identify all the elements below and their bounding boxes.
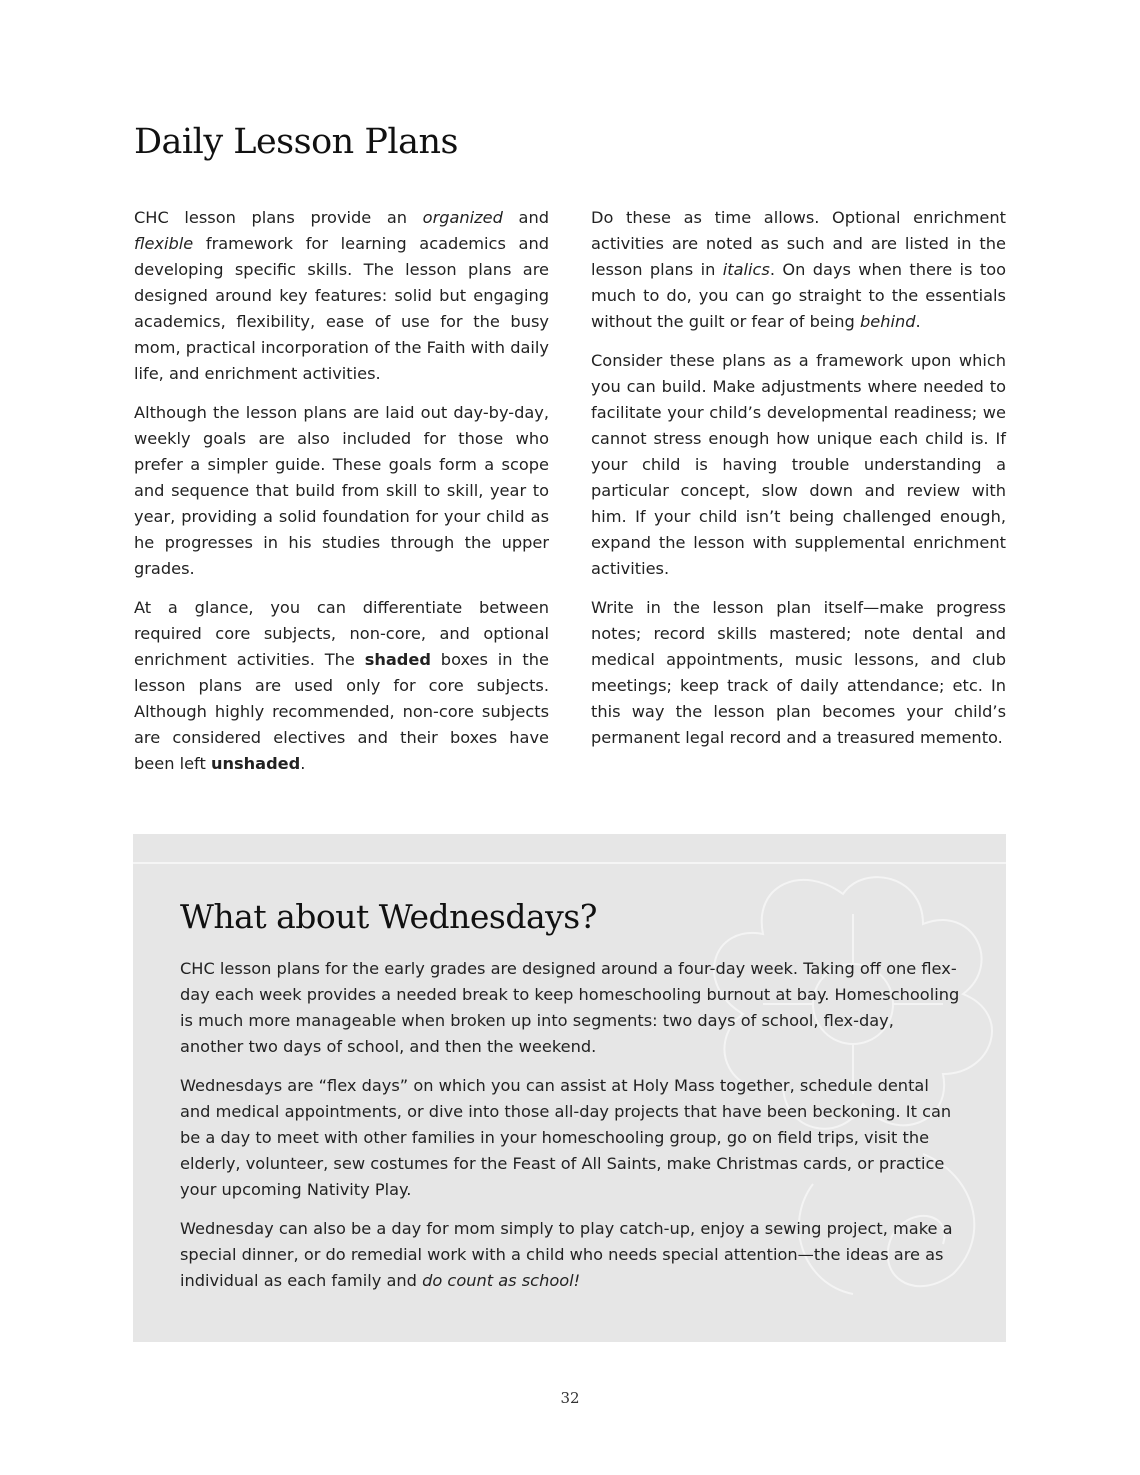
wednesdays-sidebar (133, 834, 1006, 1342)
paragraph: CHC lesson plans for the early grades are designed around a four-day week. Taking off one flex-day each week provides a needed break to keep homeschooling burnout at bay. Homeschooling is much more manageable when broken up into segments: two days of school, flex-day, another two days of school, and then the weekend. (180, 959, 960, 1056)
emphasis: do count as school! (422, 1271, 581, 1290)
paragraph: Although the lesson plans are laid out day-by-day, weekly goals are also included for those who prefer a simpler guide. These goals form a scope and sequence that build from skill to skill, year to year, providing a solid foundation for your child as he progresses in his studies through the upper grades. (134, 403, 549, 578)
emphasis: flexible (134, 234, 194, 253)
right-column (591, 205, 1006, 764)
bold-text: shaded (364, 650, 431, 669)
sidebar-title: What about Wednesdays? (180, 897, 597, 936)
emphasis: italics (722, 260, 770, 279)
paragraph: Wednesdays are “flex days” on which you can assist at Holy Mass together, schedule dental and medical appointments, or dive into those all-day projects that have been beckoning. It can be a day to meet with other families in your homeschooling group, go on field trips, visit the elderly, volunteer, sew costumes for the Feast of All Saints, make Christmas cards, or practice your upcoming Nativity Play. (180, 1076, 952, 1199)
emphasis: organized (422, 208, 503, 227)
page-title: Daily Lesson Plans (134, 122, 458, 162)
paragraph: Do these as time allows. Optional enrichment activities are noted as such and are listed in the lesson plans in italics. On days when there is too much to do, you can go straight to the essentials without the guilt or fear of being behind. (591, 208, 1006, 331)
paragraph: Wednesday can also be a day for mom simply to play catch-up, enjoy a sewing project, make a special dinner, or do remedial work with a child who needs special attention—the ideas are as individual as each family and do count as school! (180, 1219, 953, 1290)
page-number: 32 (560, 1389, 580, 1407)
bold-text: unshaded (210, 754, 301, 773)
left-column (134, 205, 549, 790)
paragraph: At a glance, you can differentiate between required core subjects, non-core, and optional enrichment activities. The shaded boxes in the lesson plans are used only for core subjects. Although highly recommended, non-core subjects are considered electives and their boxes have been left unshaded. (134, 598, 549, 773)
paragraph: Write in the lesson plan itself—make progress notes; record skills mastered; note dental and medical appointments, music lessons, and club meetings; keep track of daily attendance; etc. In this way the lesson plan becomes your child’s permanent legal record and a treasured memento. (591, 598, 1006, 747)
emphasis: behind (859, 312, 916, 331)
sidebar-body (180, 956, 960, 1307)
paragraph: Consider these plans as a framework upon which you can build. Make adjustments where needed to facilitate your child’s developmental readiness; we cannot stress enough how unique each child is. If your child is having trouble understanding a particular concept, slow down and review with him. If your child isn’t being challenged enough, expand the lesson with supplemental enrichment activities. (591, 351, 1006, 578)
paragraph: CHC lesson plans provide an organized and flexible framework for learning academics and developing specific skills. The lesson plans are designed around key features: solid but engaging academics, flexibility, ease of use for the busy mom, practical incorporation of the Faith with daily life, and enrichment activities. (134, 208, 549, 383)
